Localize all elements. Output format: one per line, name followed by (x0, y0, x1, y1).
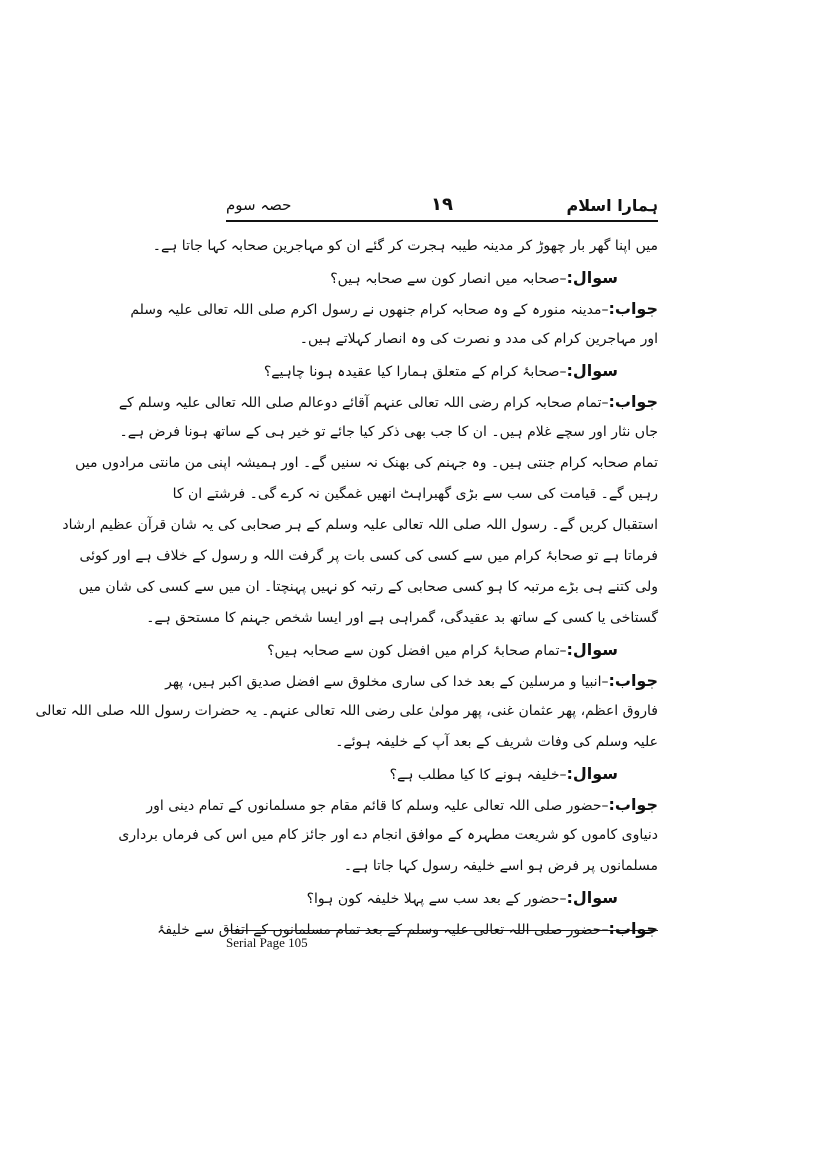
line-text: –مدینہ منورہ کے وہ صحابہ کرام جنھوں نے رسول اکرم صلی اللہ تعالی علیہ وسلم (130, 302, 609, 318)
line-text: علیہ وسلم کی وفات شریف کے بعد آپ کے خلیفہ ہوئے۔ (335, 734, 658, 750)
line-tag: جواب: (608, 392, 658, 411)
line-text: فاروق اعظم، پھر عثمان غنی، پھر مولیٰ علی رضی اللہ تعالی عنہم۔ یہ حضرات رسول اللہ صلی اللہ تعالی (35, 703, 658, 719)
book-title: ہمارا اسلام (566, 196, 658, 215)
question-line (226, 262, 658, 293)
line-text: –تمام صحابہ کرام رضی اللہ تعالی عنہم آقائے دوعالم صلی اللہ تعالی علیہ وسلم کے (118, 395, 609, 411)
part-label: حصہ سوم (226, 196, 292, 214)
answer-line (146, 789, 658, 820)
line-text: –حضور صلی اللہ تعالی علیہ وسلم کا قائم مقام جو مسلمانوں کے تمام دینی اور (146, 798, 609, 814)
text-line (152, 231, 658, 262)
answer-line (118, 386, 658, 417)
footer-rule (226, 930, 658, 931)
line-text: دنیاوی کاموں کو شریعت مطہرہ کے موافق انجام دے اور جائز کام میں اس کی فرماں برداری (118, 827, 658, 843)
line-tag: سوال: (566, 888, 618, 907)
line-tag: سوال: (566, 268, 618, 287)
answer-line (165, 665, 658, 696)
text-line (78, 572, 658, 603)
line-text: –انبیا و مرسلین کے بعد خدا کی ساری مخلوق سے افضل صدیق اکبر ہیں، پھر (165, 674, 609, 690)
question-line (226, 882, 658, 913)
text-line (62, 510, 658, 541)
line-text: –حضور صلی اللہ تعالی علیہ وسلم کے بعد تمام مسلمانوں کے اتفاق سے خلیفۂ (157, 922, 609, 938)
line-text: اور مہاجرین کرام کی مدد و نصرت کی وہ انصار کہلاتے ہیں۔ (299, 331, 658, 347)
text-line (226, 324, 658, 355)
line-tag: سوال: (566, 640, 618, 659)
line-text: مسلمانوں پر فرض ہو اسے خلیفہ رسول کہا جاتا ہے۔ (343, 858, 658, 874)
line-text: –حضور کے بعد سب سے پہلا خلیفہ کون ہوا؟ (306, 891, 567, 907)
answer-line (130, 293, 658, 324)
question-line (226, 758, 658, 789)
text-line (226, 727, 658, 758)
page-footer (226, 930, 658, 950)
line-text: –تمام صحابۂ کرام میں افضل کون سے صحابہ ہیں؟ (267, 643, 567, 659)
page-header (226, 196, 658, 226)
line-tag: جواب: (608, 795, 658, 814)
text-line (79, 541, 658, 572)
line-text: –صحابۂ کرام کے متعلق ہمارا کیا عقیدہ ہونا چاہیے؟ (263, 364, 567, 380)
question-line (226, 355, 658, 386)
text-line (226, 851, 658, 882)
text-line (146, 603, 658, 634)
line-text: تمام صحابہ کرام جنتی ہیں۔ وہ جہنم کی بھنک نہ سنیں گے۔ اور ہمیشہ اپنی من مانتی مرادوں میں (75, 455, 658, 471)
question-line (226, 634, 658, 665)
line-text: گستاخی یا کسی کے ساتھ بد عقیدگی، گمراہی ہے اور ایسا شخص جہنم کا مستحق ہے۔ (146, 610, 658, 626)
page-number: ۱۹ (431, 194, 453, 215)
line-text: –صحابہ میں انصار کون سے صحابہ ہیں؟ (330, 271, 567, 287)
line-text: ولی کتنے ہی بڑے مرتبہ کا ہو کسی صحابی کے رتبہ کو نہیں پہنچتا۔ ان میں سے کسی کی شان میں (78, 579, 658, 595)
line-tag: سوال: (566, 361, 618, 380)
text-line (118, 820, 658, 851)
page-body (35, 231, 658, 944)
line-text: استقبال کریں گے۔ رسول اللہ صلی اللہ تعالی علیہ وسلم کے ہر صحابی کی یہ شان قرآن عظیم ارشاد (62, 517, 658, 533)
line-text: رہیں گے۔ قیامت کی سب سے بڑی گھبراہٹ انھیں غمگین نہ کرے گی۔ فرشتے ان کا (172, 486, 658, 502)
line-text: فرماتا ہے تو صحابۂ کرام میں سے کسی کی کسی بات پر گرفت اللہ و رسول کے خلاف ہے اور کوئی (79, 548, 658, 564)
line-text: –خلیفہ ہونے کا کیا مطلب ہے؟ (389, 767, 567, 783)
text-line (75, 448, 658, 479)
text-line (119, 417, 658, 448)
serial-page-label: Serial Page 105 (226, 935, 308, 950)
line-text: میں اپنا گھر بار چھوڑ کر مدینہ طیبہ ہجرت کر گئے ان کو مہاجرین صحابہ کہا جاتا ہے۔ (152, 238, 658, 254)
line-tag: جواب: (608, 299, 658, 318)
line-text: جاں نثار اور سچے غلام ہیں۔ ان کا جب بھی ذکر کیا جائے تو خیر ہی کے ساتھ ہونا فرض ہے۔ (119, 424, 658, 440)
text-line (172, 479, 658, 510)
line-tag: جواب: (608, 671, 658, 690)
line-tag: جواب: (608, 919, 658, 938)
line-tag: سوال: (566, 764, 618, 783)
text-line (35, 696, 658, 727)
header-rule (226, 220, 658, 222)
